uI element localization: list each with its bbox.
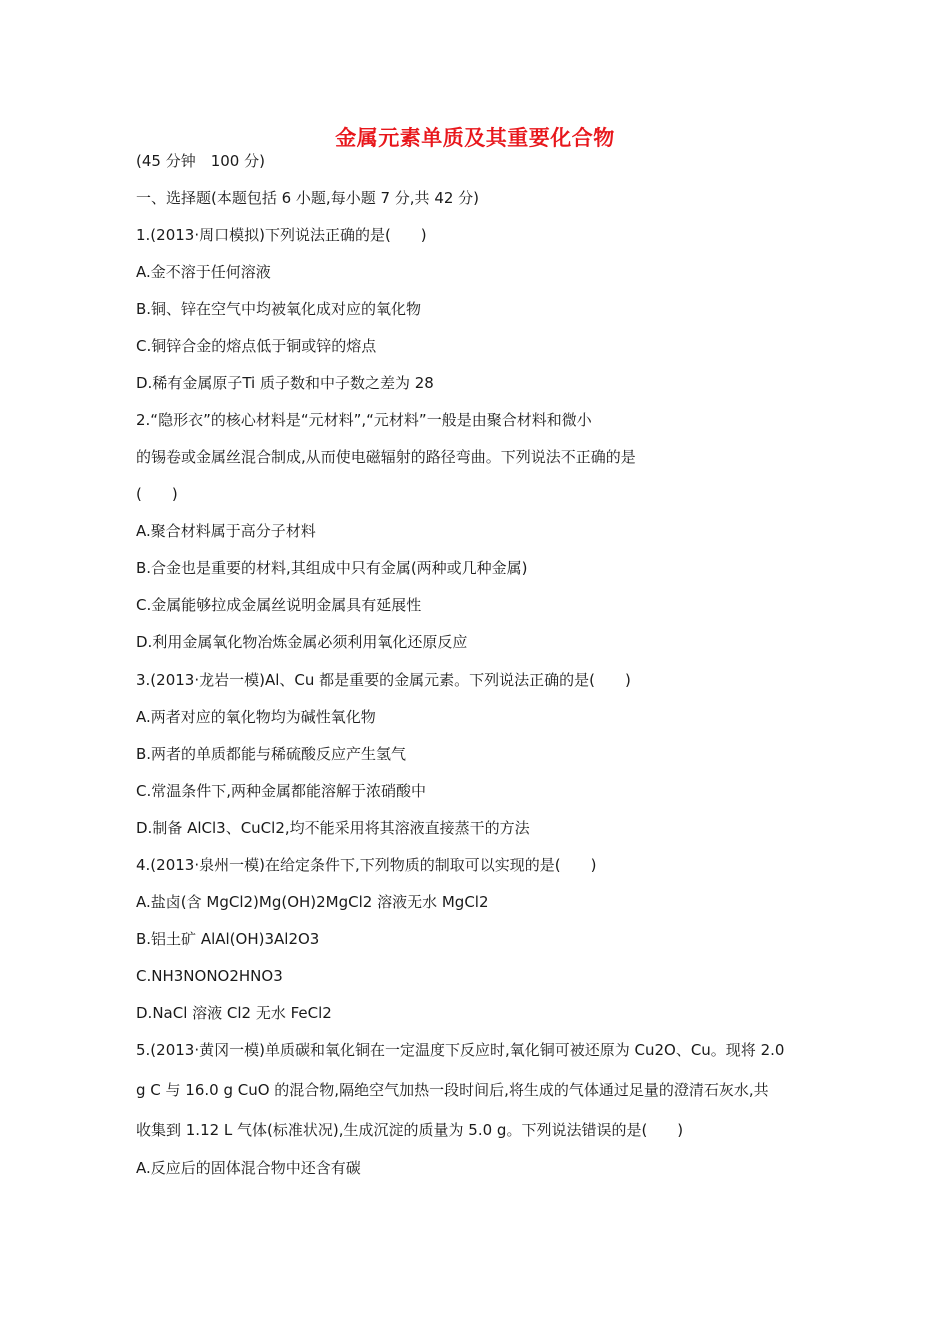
q4-option-c: C.NH3NONO2HNO3 bbox=[136, 967, 283, 985]
section-heading: 一、选择题(本题包括 6 小题,每小题 7 分,共 42 分) bbox=[136, 189, 480, 207]
question-5-line-1: 5.(2013·黄冈一模)单质碳和氧化铜在一定温度下反应时,氧化铜可被还原为 Cu2O、Cu。现将 2.0 bbox=[136, 1041, 785, 1059]
document-title: 金属元素单质及其重要化合物 bbox=[335, 126, 615, 150]
q3-option-c: C.常温条件下,两种金属都能溶解于浓硝酸中 bbox=[136, 782, 427, 800]
exam-meta: (45 分钟 100 分) bbox=[136, 152, 265, 170]
q2-option-a: A.聚合材料属于高分子材料 bbox=[136, 522, 316, 540]
q2-option-c: C.金属能够拉成金属丝说明金属具有延展性 bbox=[136, 596, 422, 614]
q3-option-b: B.两者的单质都能与稀硫酸反应产生氢气 bbox=[136, 745, 407, 763]
q3-option-a: A.两者对应的氧化物均为碱性氧化物 bbox=[136, 708, 376, 726]
q4-option-a: A.盐卤(含 MgCl2)Mg(OH)2MgCl2 溶液无水 MgCl2 bbox=[136, 893, 489, 911]
q4-option-d: D.NaCl 溶液 Cl2 无水 FeCl2 bbox=[136, 1004, 332, 1022]
q4-option-b: B.铝土矿 AlAl(OH)3Al2O3 bbox=[136, 930, 320, 948]
question-3: 3.(2013·龙岩一模)Al、Cu 都是重要的金属元素。下列说法正确的是( ) bbox=[136, 671, 631, 689]
question-4: 4.(2013·泉州一模)在给定条件下,下列物质的制取可以实现的是( ) bbox=[136, 856, 597, 874]
question-1: 1.(2013·周口模拟)下列说法正确的是( ) bbox=[136, 226, 427, 244]
q1-option-a: A.金不溶于任何溶液 bbox=[136, 263, 271, 281]
q5-option-a: A.反应后的固体混合物中还含有碳 bbox=[136, 1159, 361, 1177]
question-2-line-1: 2.“隐形衣”的核心材料是“元材料”,“元材料”一般是由聚合材料和微小 bbox=[136, 411, 592, 429]
question-5-line-3: 收集到 1.12 L 气体(标准状况),生成沉淀的质量为 5.0 g。下列说法错误的是( ) bbox=[136, 1121, 684, 1139]
question-2-line-2: 的锡卷或金属丝混合制成,从而使电磁辐射的路径弯曲。下列说法不正确的是 bbox=[136, 448, 636, 466]
q2-option-d: D.利用金属氧化物冶炼金属必须利用氧化还原反应 bbox=[136, 633, 468, 651]
question-5-line-2: g C 与 16.0 g CuO 的混合物,隔绝空气加热一段时间后,将生成的气体通过足量的澄清石灰水,共 bbox=[136, 1081, 769, 1099]
q1-option-c: C.铜锌合金的熔点低于铜或锌的熔点 bbox=[136, 337, 377, 355]
question-2-line-3: ( ) bbox=[136, 485, 178, 503]
q1-option-b: B.铜、锌在空气中均被氧化成对应的氧化物 bbox=[136, 300, 422, 318]
q3-option-d: D.制备 AlCl3、CuCl2,均不能采用将其溶液直接蒸干的方法 bbox=[136, 819, 530, 837]
q1-option-d: D.稀有金属原子Ti 质子数和中子数之差为 28 bbox=[136, 374, 434, 392]
q2-option-b: B.合金也是重要的材料,其组成中只有金属(两种或几种金属) bbox=[136, 559, 528, 577]
